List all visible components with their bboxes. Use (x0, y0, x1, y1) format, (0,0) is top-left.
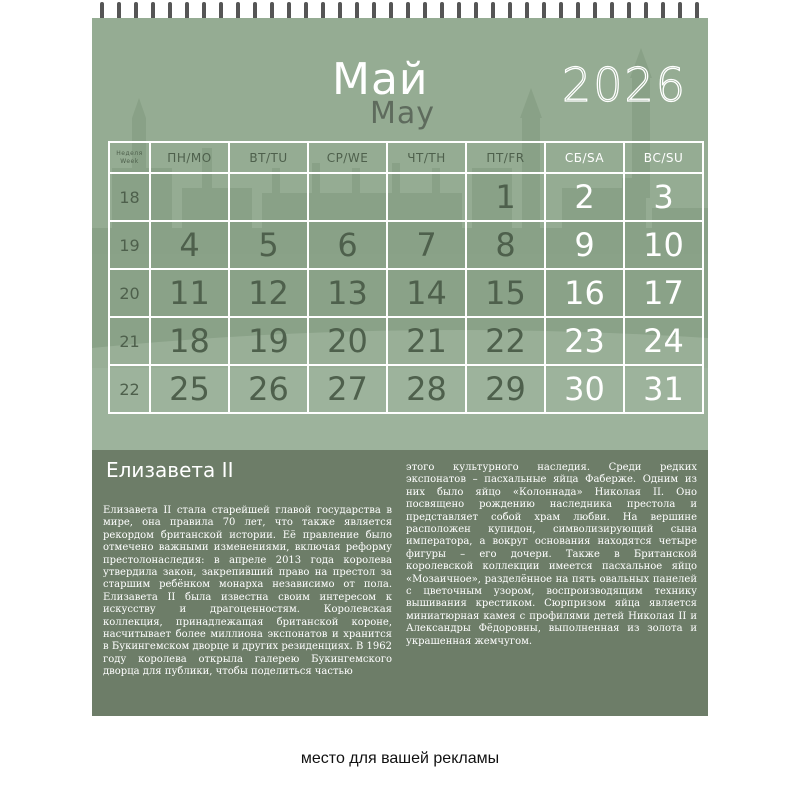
ad-area (92, 716, 708, 800)
week-number: 22 (109, 365, 150, 413)
day-cell: 18 (150, 317, 229, 365)
week-number: 19 (109, 221, 150, 269)
year-label: 2026 (562, 58, 688, 112)
day-cell: 27 (308, 365, 387, 413)
day-cell: 29 (466, 365, 545, 413)
week-number: 21 (109, 317, 150, 365)
day-cell: 8 (466, 221, 545, 269)
weekday-header-row (109, 142, 703, 173)
day-cell: 11 (150, 269, 229, 317)
calendar-grid (108, 141, 704, 414)
day-cell: 30 (545, 365, 624, 413)
calendar-week-row (109, 173, 703, 221)
week-number: 20 (109, 269, 150, 317)
article-right-column: этого культурного наследия. Среди редких экспонатов – пасхальные яйца Фаберже. Одним из них было яйцо «Колоннада» Николая II. Оно посвящено рождению наследника престола и представляет собой храм любви. На вершине расположен купидон, символизирующий сына императора, а вокруг основания находятся четыре фигуры – его дочери. Также в Британской королевской коллекции имеется пасхальное яйцо «Мозаичное», разделённое на пять овальных панелей с цветочным узором, воспроизводящим технику вышивания крестиком. Сюрпризом яйца является миниатюрная камея с профилями детей Николая II и Александры Фёдоровны, выполненная из золота и украшенная жемчугом. (406, 462, 697, 647)
weekday-header: ВС/SU (624, 142, 703, 173)
month-title-ru: Май (332, 54, 429, 105)
day-cell: 17 (624, 269, 703, 317)
article-title: Елизавета II (106, 458, 234, 482)
empty-day-cell (229, 173, 308, 221)
week-number: 18 (109, 173, 150, 221)
article-left-column: Елизавета II стала старейшей главой государства в мире, она правила 70 лет, что также является рекордом британской истории. Её правление было отмечено важными изменениями, включая реформу престолонаследия: в апреле 2013 года королева утвердила закон, закрепивший право на престол за старшим ребёнком монарха независимо от пола. Елизавета II была известна своим интересом к искусству и драгоценностям. Королевская коллекция, принадлежащая британской короне, насчитывает более миллиона экспонатов и хранится в Букингемском дворце и других резиденциях. В 1962 году королева открыла галерею Букингемского дворца для публики, чтобы поделиться частью (103, 505, 392, 678)
day-cell: 21 (387, 317, 466, 365)
day-cell: 10 (624, 221, 703, 269)
week-number-header: Неделя Week (109, 142, 150, 173)
empty-day-cell (387, 173, 466, 221)
day-cell: 24 (624, 317, 703, 365)
day-cell: 3 (624, 173, 703, 221)
weekday-header: ЧТ/TH (387, 142, 466, 173)
day-cell: 5 (229, 221, 308, 269)
weekday-header: ПН/MO (150, 142, 229, 173)
day-cell: 26 (229, 365, 308, 413)
day-cell: 23 (545, 317, 624, 365)
empty-day-cell (150, 173, 229, 221)
weekday-header: ВТ/TU (229, 142, 308, 173)
day-cell: 15 (466, 269, 545, 317)
day-cell: 2 (545, 173, 624, 221)
day-cell: 28 (387, 365, 466, 413)
month-title-en: May (370, 96, 436, 131)
day-cell: 1 (466, 173, 545, 221)
ad-text: место для вашей рекламы (300, 750, 500, 767)
weekday-header: СБ/SA (545, 142, 624, 173)
calendar-week-row (109, 221, 703, 269)
weekday-header: ПТ/FR (466, 142, 545, 173)
calendar-week-row (109, 317, 703, 365)
day-cell: 6 (308, 221, 387, 269)
day-cell: 31 (624, 365, 703, 413)
empty-day-cell (308, 173, 387, 221)
day-cell: 12 (229, 269, 308, 317)
calendar-weeks (109, 173, 703, 413)
article-panel (92, 450, 708, 716)
day-cell: 13 (308, 269, 387, 317)
day-cell: 16 (545, 269, 624, 317)
day-cell: 25 (150, 365, 229, 413)
day-cell: 9 (545, 221, 624, 269)
calendar-week-row (109, 365, 703, 413)
day-cell: 4 (150, 221, 229, 269)
day-cell: 19 (229, 317, 308, 365)
weekday-header: СР/WE (308, 142, 387, 173)
calendar-week-row (109, 269, 703, 317)
day-cell: 20 (308, 317, 387, 365)
day-cell: 22 (466, 317, 545, 365)
calendar-panel (92, 18, 708, 450)
day-cell: 14 (387, 269, 466, 317)
day-cell: 7 (387, 221, 466, 269)
